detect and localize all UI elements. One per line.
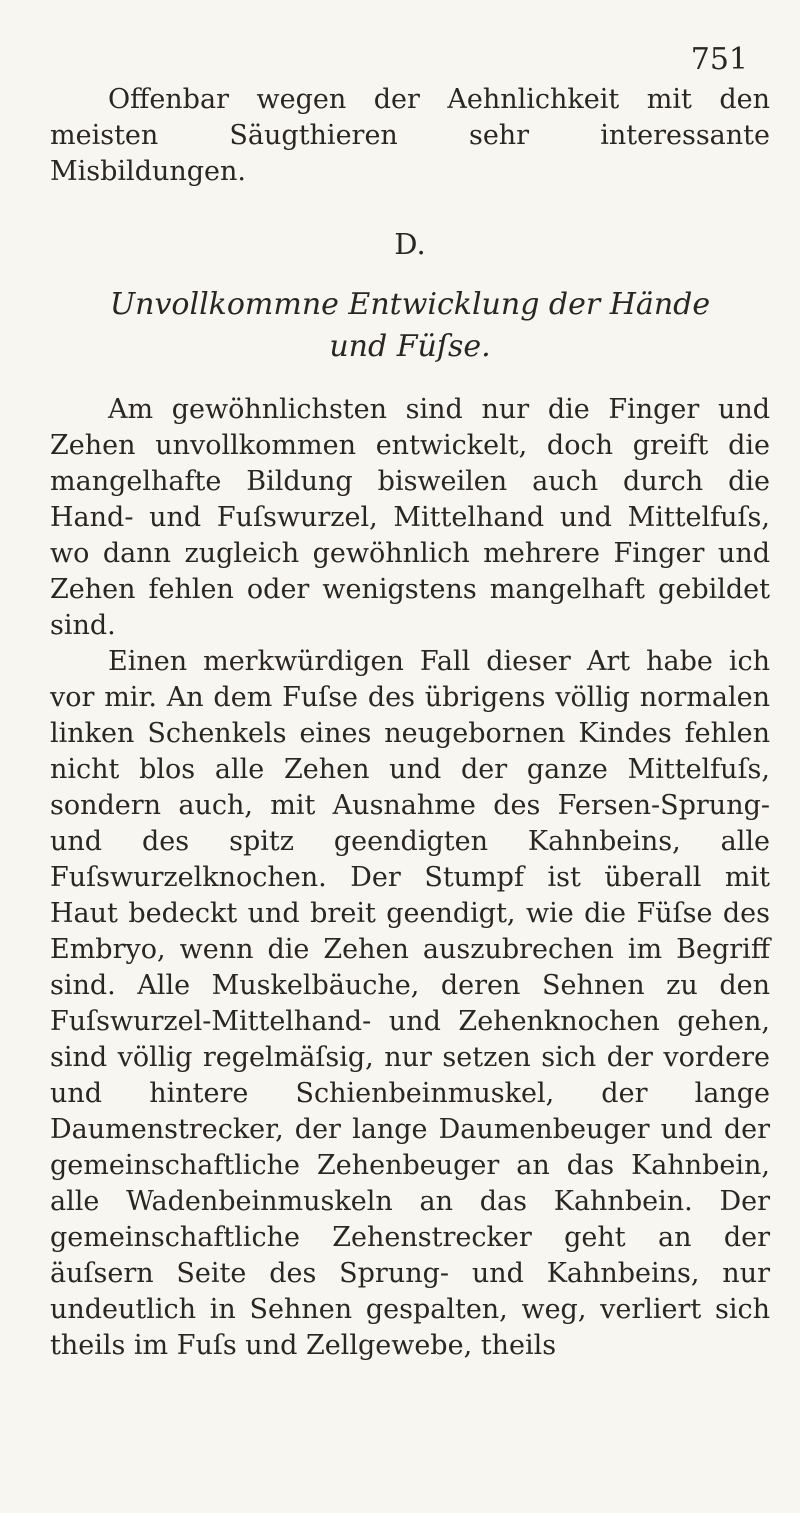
section-letter: D. xyxy=(394,227,426,261)
page-number: 751 xyxy=(690,42,748,77)
section-heading-line-2: und Füſse. xyxy=(329,329,491,364)
intro-paragraph: Offenbar wegen der Aehnlichkeit mit den meisten Säugthieren sehr interessante Misbildungen. xyxy=(50,84,770,187)
text-block xyxy=(50,82,770,1364)
body-paragraph-2: Einen merkwürdigen Fall dieser Art habe ich vor mir. An dem Fuſse des übrigens völlig normalen linken Schenkels eines neugebornen Kindes fehlen nicht blos alle Zehen und der ganze Mittelfuſs, sondern auch, mit Ausnahme des Fersen-Sprung- und des spitz geendigten Kahnbeins, alle Fuſswurzelknochen. Der Stumpf ist überall mit Haut bedeckt und breit geendigt, wie die Füſse des Embryo, wenn die Zehen auszubrechen im Begriff sind. Alle Muskelbäuche, deren Sehnen zu den Fuſswurzel-Mittelhand- und Zehenknochen gehen, sind völlig regelmäſsig, nur setzen sich der vordere und hintere Schienbeinmuskel, der lange Daumenstrecker, der lange Daumenbeuger und der gemeinschaftliche Zehenbeuger an das Kahnbein, alle Wadenbeinmuskeln an das Kahnbein. Der gemeinschaftliche Zehenstrecker geht an der äuſsern Seite des Sprung- und Kahnbeins, nur undeutlich in Sehnen gespalten, weg, verliert sich theils im Fuſs und Zellgewebe, theils xyxy=(50,646,770,1361)
section-heading xyxy=(50,284,770,368)
section-heading-line-1: Unvollkommne Entwicklung der Hände xyxy=(109,287,711,322)
body-paragraph-1: Am gewöhnlichsten sind nur die Finger und Zehen unvollkommen entwickelt, doch greift die mangelhafte Bildung bisweilen auch durch die Hand- und Fuſswurzel, Mittelhand und Mittelfuſs, wo dann zugleich gewöhnlich mehrere Finger und Zehen fehlen oder wenigstens mangelhaft gebildet sind. xyxy=(50,394,770,641)
